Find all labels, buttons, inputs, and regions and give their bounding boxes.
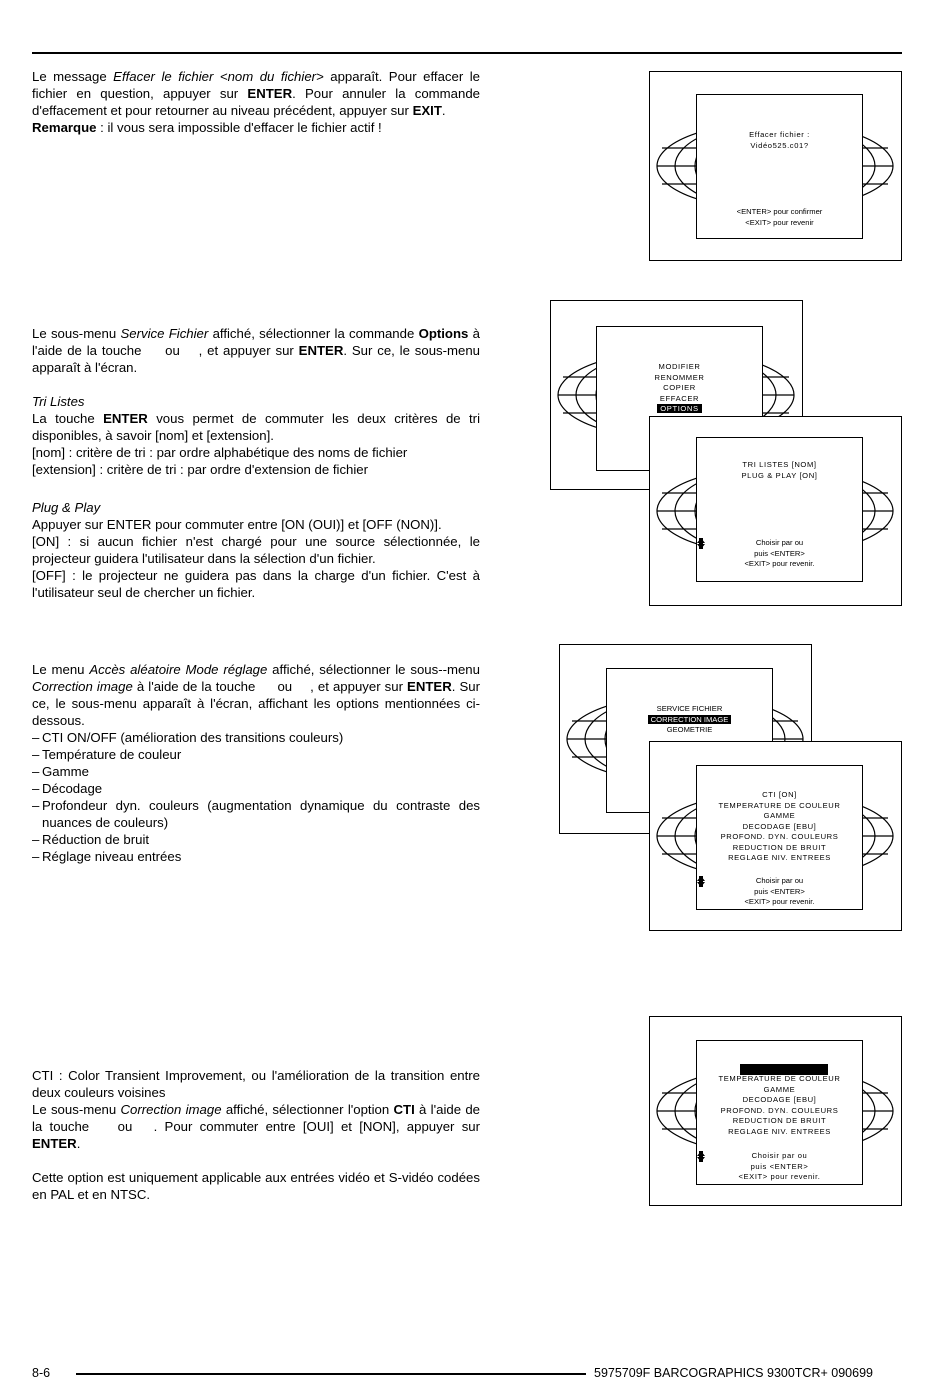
- list-item: – Réglage niveau entrées: [32, 849, 182, 864]
- cti-definition: CTI : Color Transient Improvement, ou l'amélioration de la transition entre deux couleurs voisines: [32, 1068, 480, 1100]
- list-item: – Réduction de bruit: [32, 832, 150, 847]
- cti-note: Cette option est uniquement applicable aux entrées vidéo et S-vidéo codées en PAL et en NTSC.: [32, 1170, 480, 1202]
- tri-nom: [nom] : critère de tri : par ordre alphabétique des noms de fichier: [32, 445, 408, 460]
- menu-item-reglage[interactable]: REGLAGE NIV. ENTREES: [728, 853, 831, 862]
- arrow-up-icon: [697, 876, 705, 887]
- tri-ext: [extension] : critère de tri : par ordre d'extension de fichier: [32, 462, 369, 477]
- menu-item-reduction[interactable]: REDUCTION DE BRUIT: [732, 1116, 827, 1125]
- dialog-box: [696, 94, 863, 239]
- options-menu: [696, 437, 863, 582]
- list-item: – Décodage: [32, 781, 103, 796]
- section2-text: [32, 325, 480, 601]
- pp-text-1: Appuyer sur ENTER pour commuter entre [ON (OUI)] et [OFF (NON)].: [32, 517, 442, 532]
- cti-instructions: Le sous-menu Correction image affiché, sélectionner l'option CTI à l'aide de la touche ou . Pour commuter entre [OUI] et [NON], appuyer sur ENTER.: [32, 1102, 481, 1151]
- section3-intro: Le menu Accès aléatoire Mode réglage affiché, sélectionner le sous--menu Correction image à l'aide de la touche ou , et appuyer sur ENTER. Sur ce, le sous-menu apparaît à l'écran, affichant les options mentionnées ci-dessous.: [32, 662, 480, 728]
- dialog-hints: <ENTER> pour confirmer <EXIT> pour revenir: [736, 207, 823, 227]
- nav-hints: Choisir par ou puis <ENTER> <EXIT> pour revenir.: [697, 1151, 862, 1183]
- menu-item-profond[interactable]: PROFOND. DYN. COULEURS: [720, 832, 839, 841]
- menu-item-profond[interactable]: PROFOND. DYN. COULEURS: [720, 1105, 839, 1115]
- delete-prompt: Effacer fichier : Vidéo525.c01?: [749, 130, 810, 150]
- menu-item-tri-listes[interactable]: TRI LISTES [NOM]: [742, 460, 817, 469]
- footer-rule: [76, 1373, 586, 1375]
- list-item: – Température de couleur: [32, 747, 182, 762]
- tri-title: Tri Listes: [32, 394, 85, 409]
- arrow-up-icon: [697, 1151, 705, 1162]
- menu-item-temperature[interactable]: TEMPERATURE DE COULEUR: [718, 800, 841, 810]
- top-rule: [32, 52, 902, 54]
- section4-text: [32, 1067, 480, 1203]
- tri-text: La touche ENTER vous permet de commuter les deux critères de tri disponibles, à savoir [nom] et [extension].: [32, 411, 481, 443]
- list-item: – Gamme: [32, 764, 89, 779]
- menu-item-geometrie[interactable]: GEOMETRIE: [666, 725, 713, 734]
- menu-item-decodage[interactable]: DECODAGE [EBU]: [742, 821, 817, 831]
- menu-item-renommer[interactable]: RENOMMER: [654, 372, 705, 382]
- page-number: 8-6: [32, 1366, 51, 1380]
- menu-item-gamme[interactable]: GAMME: [763, 1084, 796, 1094]
- menu-item-decodage[interactable]: DECODAGE [EBU]: [742, 1095, 817, 1104]
- menu-item-copier[interactable]: COPIER: [663, 383, 696, 392]
- list-item: – CTI ON/OFF (amélioration des transitions couleurs): [32, 730, 344, 745]
- document-reference: 5975709F BARCOGRAPHICS 9300TCR+ 090699: [594, 1366, 873, 1380]
- menu-item-plug-play[interactable]: PLUG & PLAY [ON]: [741, 470, 818, 480]
- screen-image-correction: [649, 741, 902, 931]
- section2-intro: Le sous-menu Service Fichier affiché, sélectionner la commande Options à l'aide de la touche ou , et appuyer sur ENTER. Sur ce, le sous-menu apparaît à l'écran.: [32, 326, 481, 375]
- screen-delete-file: [649, 71, 902, 261]
- pp-text-3: [OFF] : le projecteur ne guidera pas dans la charge d'un fichier. C'est à l'utilisateur seul de chercher un fichier.: [32, 568, 480, 600]
- section1-text: [32, 68, 480, 136]
- screen-cti: [649, 1016, 902, 1206]
- menu-item-service-fichier[interactable]: SERVICE FICHIER: [656, 704, 723, 713]
- menu-item-options-selected[interactable]: OPTIONS: [657, 404, 701, 413]
- menu-item-effacer[interactable]: EFFACER: [659, 393, 700, 403]
- section3-text: [32, 661, 480, 865]
- menu-item-reduction[interactable]: REDUCTION DE BRUIT: [732, 842, 827, 852]
- menu-item-reglage[interactable]: REGLAGE NIV. ENTREES: [728, 1126, 831, 1136]
- pp-title: Plug & Play: [32, 500, 101, 515]
- menu-item-cti[interactable]: CTI [ON]: [762, 790, 797, 799]
- nav-hints: Choisir par ou puis <ENTER> <EXIT> pour revenir.: [697, 538, 862, 570]
- list-item: – Profondeur dyn. couleurs (augmentation dynamique du contraste des nuances de couleurs): [32, 798, 480, 830]
- arrow-up-icon: [697, 538, 705, 549]
- menu-item-temperature[interactable]: TEMPERATURE DE COULEUR: [718, 1074, 841, 1083]
- image-correction-menu: [696, 765, 863, 910]
- menu-item-correction-image-selected[interactable]: CORRECTION IMAGE: [648, 715, 732, 724]
- cti-menu: [696, 1040, 863, 1185]
- menu-item-modifier[interactable]: MODIFIER: [658, 362, 701, 371]
- pp-text-2: [ON] : si aucun fichier n'est chargé pour une source sélectionnée, le projecteur guidera l'utilisateur dans la sélection d'un fichier.: [32, 534, 480, 566]
- section1-paragraph: Le message Effacer le fichier <nom du fichier> apparaît. Pour effacer le fichier en question, appuyer sur ENTER. Pour annuler la commande d'effacement et pour retourner au niveau précédent, appuyer sur EXIT.: [32, 69, 480, 118]
- screen-options: [649, 416, 902, 606]
- menu-item-gamme[interactable]: GAMME: [763, 811, 796, 820]
- remark: Remarque : il vous sera impossible d'effacer le fichier actif !: [32, 120, 382, 135]
- nav-hints: Choisir par ou puis <ENTER> <EXIT> pour revenir.: [697, 876, 862, 908]
